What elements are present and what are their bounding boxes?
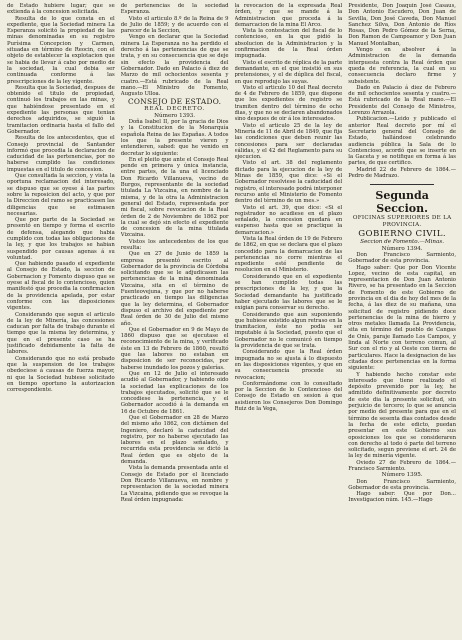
paragraph: Don Francisco Sarmiento, Gobernador de esta provincia. bbox=[348, 251, 456, 265]
column-2 bbox=[121, 3, 229, 636]
paragraph: de Estado hubiere lugar; que se extienda á la concesion solicitada. bbox=[7, 3, 115, 16]
column-3 bbox=[235, 3, 343, 636]
divider bbox=[370, 184, 435, 185]
paragraph: Considerando que aun suponiendo que hubiese existido algun retraso en la tramitacion, éste no podia ser imputable á la Sociedad, puesto que el Gobernador no le comunicó en tiempo la providencia de que se trata. bbox=[234, 311, 343, 350]
paragraph: Resulta que la Sociedad, despues de obtenido el titulo de propiedad, continuó los trabajos en las minas, y que habiéndose presentado en el expediente las personas que tenian derechos adquiridos, se siguió la tramitacion ordinaria hasta el fallo del Gobernador. bbox=[7, 84, 115, 135]
section-heading-gobierno: GOBIERNO CIVIL. bbox=[358, 229, 446, 240]
subsection-heading-fomento: Seccion de Fomento.—Minas. bbox=[360, 239, 445, 246]
paragraph: Vista la contestacion del fiscal de lo contencioso, en la que pidió la absolucion de la Administracion y la confirmacion de la Real órden impugnada. bbox=[234, 28, 343, 60]
paragraph: de pertenencias de la sociedad Esperanza. bbox=[120, 3, 229, 16]
paragraph: Visto el escrito de réplica de la parte demandante, en el que insistió en sus pretensiones, y el de dúplica del fiscal, en que reprodujo las suyas. bbox=[234, 59, 343, 85]
paragraph: Visto el articulo 8.º de la Reina de 9 de Julio de 1859; y de acuerdo con el parecer de la Seccion, bbox=[120, 15, 229, 35]
paragraph: Visto el art. 39, que dice: «Si el registrador no acudiese en el plazo señalado, la concesion quedará en suspenso hasta que se practique la demarcacion.» bbox=[234, 204, 343, 236]
paragraph: Conformándome con lo consultado por la Seccion de lo Contencioso del Consejo de Estado en sesion á que asistieron los Consejeros Don Domingo Ruiz de la Vega, bbox=[234, 380, 343, 412]
paragraph: Considerando que en el expediente se han cumplido todas las prescripciones de la ley, y que la Sociedad demandante ha justificado haber ejecutado las labores que se le exigian para conservar su derecho. bbox=[234, 273, 343, 312]
entry-number: Número 1393. bbox=[154, 112, 196, 119]
paragraph: Resulta de los antecedentes, que el Consejo provincial de Santander informó que procedia la declaracion de caducidad de las pertenencias, por no haberse cumplido las condiciones impuestas en el titulo de concesion. bbox=[7, 135, 115, 173]
paragraph: Vistos los antecedentes de los que resulta: bbox=[120, 238, 229, 251]
paragraph: Oviedo 27 de Febrero de 1864.—Francisco Sarmiento. bbox=[348, 459, 456, 472]
entry-number: Número 1395. bbox=[381, 472, 423, 479]
paragraph: Resulta de lo que consta en el expediente, que la Sociedad minera La Esperanza solicitó la propiedad de las minas denominadas en su registro Purísima Concepcion y Carmen, situadas en término de Reocin, con el objeto de establecer la explotacion que se habia de llevar á cabo por medio de la sociedad, la cual debia ser continuada conforme á las prescripciones de la ley vigente. bbox=[7, 15, 115, 85]
column-4 bbox=[348, 3, 456, 636]
paragraph: Dado en Palacio á diez de Febrero de mil ochocientos sesenta y cuatro.—Está rubricado de la Real mano.—El Presidente del Consejo de Ministros, Lorenzo Arrazola. bbox=[348, 84, 456, 117]
paragraph: Vista la Real órden de 19 de Febrero de 1862, en que se declara que el plazo concedido para la demarcacion de las pertenencias no corre mientras el expediente esté pendiente de resolucion en el Ministerio. bbox=[234, 235, 343, 274]
paragraph: Y habiendo hecho constar este interesado que tiene realizado el depósito prevenido por la ley, he admitido definitivamente por decreto de este dia la presente solicitud, sin perjuicio de tercero; lo que se anuncia por medio del presente para que en el término de sesenta dias contados desde la fecha de este edicto, puedan presentar en este Gobierno sus oposiciones los que se consideraren con derecho al todo ó parte del terreno solicitado, segun previene el art. 24 de la ley de minería vigente. bbox=[348, 371, 456, 460]
paragraph: Hago saber: Que por Don Vicente Lopez, vecino de esta capital, en representacion de Don Juan Antonio Rivero, se ha presentado en la Seccion de Fomento de este Gobierno de provincia en el dia de hoy del mes de la fecha, á las diez de su mañana, una solicitud de registro pidiendo doce pertenencias de la mina de hierro y otros metales llamada La Providencia, sita en término del pueblo de Cangas de Onís, paraje llamado Los Campos, y linda al Norte con terreno comun, al Sur con el rio y al Oeste con tierra de particulares. Hace la designacion de las citadas doce pertenencias en la forma siguiente: bbox=[348, 264, 456, 372]
paragraph: Que en 27 de Junio de 1859 la empresa presentó escrito al Gobernador de la provincia de Córdoba solicitando que se le adjudicasen las pertenencias de la mina denominada Vizcaina, sita en el término de Fuenteovejuna, y que por no haberse practicado en tiempo las diligencias que la ley determina, el Gobernador dispuso el archivo del expediente por Real órden de 30 de Julio del mismo año. bbox=[120, 251, 229, 327]
paragraph: Considerando que segun el articulo de la ley de Minería, las concesiones caducan por falta de trabajo durante el tiempo que la misma ley determina, y que en el presente caso se ha justificado debidamente la falta de labores. bbox=[7, 311, 115, 356]
paragraph: Considerando que no está probado que la suspension de los trabajos obedeciese á causas de fuerza mayor, ni que la Sociedad hubiese solicitado en tiempo oportuno la autorizacion correspondiente. bbox=[7, 355, 115, 394]
decree-heading: REAL DECRETO. bbox=[144, 106, 206, 113]
paragraph: Que por parte de la Sociedad se presentó en tiempo y forma el escrito de defensa, alegando que habia cumplido con todas las obligaciones de la ley, y que los trabajos se habian suspendido por causas agenas á su voluntad. bbox=[7, 217, 115, 261]
paragraph: la revocacion de la expresada Real órden, y que se mande á la Administracion que proceda á la demarcacion de la mina El Arco. bbox=[234, 3, 343, 28]
paragraph: Que el Gobernador en 28 de Marzo del mismo año 1862, con dictámen del Ingeniero, declaró la caducidad del registro, por no haberse ejecutado las labores en el plazo señalado, y recurrida esta providencia se dictó la Real órden que es objeto de la demanda. bbox=[120, 415, 229, 466]
paragraph: Que en 12 de Julio el interesado acudió al Gobernador, y habiendo oido la sociedad las explicaciones de los trabajos ejecutados, solicitó que se le concediese la pertenencia, y el Gobernador accedió á la demanda en 16 de Octubre de 1861. bbox=[120, 370, 229, 415]
text-columns bbox=[7, 3, 456, 636]
paragraph: Vengo en absolver á la Administracion de la demanda interpuesta contra la Real órden que queda de referencia, la cual en su consecuencia declaro firme y subsistente. bbox=[348, 47, 456, 85]
paragraph: Visto el articulo 10 del Real decreto de 4 de Febrero de 1859, que dispone que los expedientes de registro se tramiten dentro del término de ocho dias, y que no se declaren abandonados sino despues de oir á los interesados. bbox=[234, 84, 343, 123]
paragraph: Hago saber: Que por Don... Investigacion núm. 145.—Hago bbox=[348, 491, 456, 504]
paragraph: Vista la demanda presentada ante el Consejo de Estado por el licenciado Don Ricardo Villanueva, en nombre y representacion de la sociedad minera La Vizcaina, pidiendo que se revoque la Real órden impugnada: bbox=[120, 465, 229, 503]
paragraph: Que habiendo pasado el expediente al Consejo de Estado, la seccion de Gobernacion y Fomento dispuso que se oyese al fiscal de lo contencioso, quien manifestó que procedia la confirmacion de la providencia apelada, por estar conforme con las disposiciones vigentes. bbox=[7, 261, 115, 312]
paragraph: Doña Isabel II, por la gracia de Dios y la Constitucion de la Monarquía española Reina de las Españas. A todos los que la presente vieren y entendieren, sabed: que he venido en decretar lo siguiente: bbox=[120, 119, 229, 157]
paragraph: Publicacion.—Leido y publicado el anterior Real decreto por mí el Secretario general del Consejo de Estado, hallándose celebrando audiencia pública la Sala de lo Contencioso, acordó que se inserte en la Gaceta y se notifique en forma á las partes, de que certifico. bbox=[348, 116, 456, 167]
section-heading-consejo: CONSEJO DE ESTADO. bbox=[127, 97, 222, 107]
section-heading-segunda: Segunda Seccion. bbox=[375, 189, 429, 216]
paragraph: En el pleito que ante el Consejo Real pende en primera y única instancia, entre partes, de la una el licenciado Don Ricardo Villanueva, vecino de Burgos, representante de la sociedad titulada La Vizcaina, en nombre de la misma, y de la otra la Administracion general del Estado, representada por mi fiscal, sobre revocacion de la Real órden de 2 de Noviembre de 1862 por la cual se dejó sin efecto el expediente de concesion de la mina titulada Vizcaina. bbox=[120, 156, 229, 239]
paragraph: Que consultada la seccion, y vista la oportuna reclamacion del interesado, se dispuso que se oyese á las partes sobre la reposicion del acto, y que por la Direccion del ramo se practicasen las diligencias que se estimasen necesarias. bbox=[7, 173, 115, 217]
paragraph: Madrid 22 de Febrero de 1864.—Pedro de Madrazo. bbox=[348, 166, 456, 180]
paragraph: Vengo en declarar que la Sociedad minera La Esperanza no ha perdido el derecho á las pertenencias de que se trata, y en su consecuencia que se deje sin efecto la providencia del Gobernador. Dado en Palacio á diez de Marzo de mil ochocientos sesenta y cuatro.—Está rubricado de la Real mano.—El Ministro de Fomento, Augusto Ulloa. bbox=[120, 34, 229, 98]
paragraph: Visto el art. 38 del reglamento dictado para la ejecucion de la ley de Minas de 1859, que dice: «Si el Gobernador resolviese la caducidad del registro, el interesado podrá interponer recurso ante el Ministerio de Fomento dentro del término de un mes.» bbox=[234, 160, 343, 205]
paragraph: Considerando que la Real órden impugnada no se ajusta á lo dispuesto en las disposiciones vigentes, y que en su consecuencia procede su revocacion; bbox=[234, 349, 343, 381]
column-1 bbox=[7, 3, 115, 636]
paragraph: Que el Gobernador en 9 de Mayo de 1860 dispuso que se ejecutase el reconocimiento de la mina, y verificado éste en 13 de Febrero de 1860, resultó que las labores no estaban en disposicion de ser reconocidas, por haberse inundado los pozos y galerías. bbox=[120, 326, 229, 371]
paragraph: Don Francisco Sarmiento, Gobernador de esta provincia. bbox=[348, 478, 456, 491]
section-heading-oficinas: OFICINAS SUPERIORES DE LA PROVINCIA. bbox=[352, 215, 452, 229]
entry-number: Número 1394. bbox=[381, 245, 423, 252]
paragraph: Presidente, Don Joaquin José Casaus, Don Antonio Escudero, Don Juan de Sevilla, Don José Caveda, Don Manuel Sanchez Silva, Don Antonio de Ríos Rosas, Don Pedro Gómez de la Serna, Don Ramon de Campoamor y Don Juan Manuel Montalban, bbox=[348, 3, 456, 47]
paragraph: Visto el articulo 25 de la ley de Minería de 11 de Abril de 1849, que fija las condiciones que deben reunir las concesiones para ser declaradas válidas, y el 42 del Reglamento para su ejecucion. bbox=[234, 122, 343, 161]
